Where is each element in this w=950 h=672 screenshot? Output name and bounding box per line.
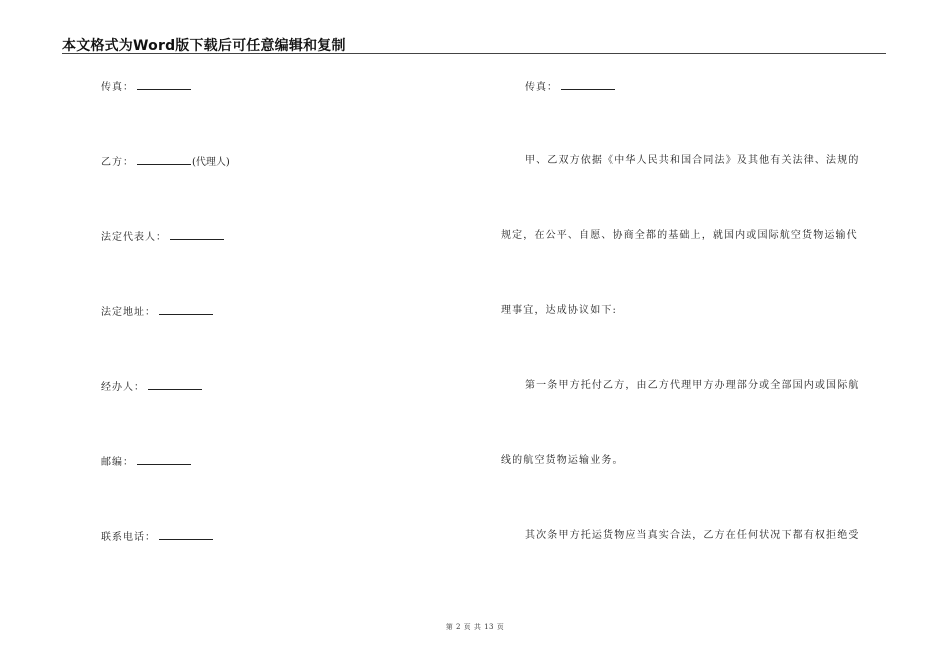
fax-label-right: 传真： xyxy=(525,82,558,93)
handler-label: 经办人： xyxy=(101,382,145,393)
postcode-field xyxy=(101,455,191,469)
party-b-label: 乙方： xyxy=(101,157,134,168)
party-b-suffix: (代理人) xyxy=(192,157,230,168)
handler-blank xyxy=(148,380,202,390)
postcode-label: 邮编： xyxy=(101,457,134,468)
paragraph-line: 第一条甲方托付乙方，由乙方代理甲方办理部分或全部国内或国际航 xyxy=(525,380,860,391)
legal-rep-label: 法定代表人： xyxy=(101,232,167,243)
phone-field xyxy=(101,530,213,544)
paragraph-line: 甲、乙双方依据《中华人民共和国合同法》及其他有关法律、法规的 xyxy=(525,155,860,166)
postcode-blank xyxy=(137,455,191,465)
handler-field xyxy=(101,380,202,394)
fax-blank-right xyxy=(561,80,615,90)
page-footer: 第 2 页 共 13 页 xyxy=(445,623,505,631)
legal-address-field xyxy=(101,305,213,319)
paragraph-line: 理事宜，达成协议如下: xyxy=(501,305,618,316)
phone-label: 联系电话： xyxy=(101,532,156,543)
fax-blank xyxy=(137,80,191,90)
phone-blank xyxy=(159,530,213,540)
page-header-title: 本文格式为Word版下载后可任意编辑和复制 xyxy=(62,38,346,54)
header-divider xyxy=(62,53,886,54)
paragraph-line: 线的航空货物运输业务。 xyxy=(501,455,624,466)
legal-rep-blank xyxy=(170,230,224,240)
party-b-blank xyxy=(137,155,191,165)
paragraph-line: 其次条甲方托运货物应当真实合法，乙方在任何状况下都有权拒绝受 xyxy=(525,530,860,541)
fax-field-left xyxy=(101,80,191,94)
legal-address-blank xyxy=(159,305,213,315)
legal-rep-field xyxy=(101,230,224,244)
legal-address-label: 法定地址： xyxy=(101,307,156,318)
fax-label: 传真： xyxy=(101,82,134,93)
fax-field-right xyxy=(525,80,615,94)
party-b-field xyxy=(101,155,230,169)
paragraph-line: 规定，在公平、自愿、协商全都的基础上，就国内或国际航空货物运输代 xyxy=(501,230,858,241)
